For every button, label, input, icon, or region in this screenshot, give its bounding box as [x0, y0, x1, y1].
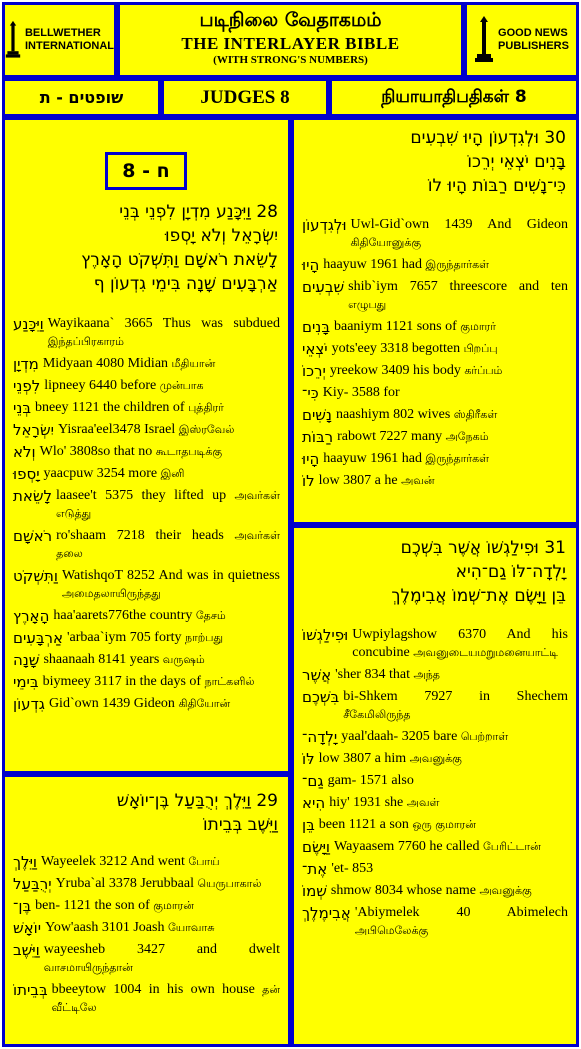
hebrew-word: לָשֵׂאת — [13, 487, 53, 505]
english-gloss: Uwl-Gid`own 1439 And Gideon — [350, 217, 568, 232]
hebrew-word: בֵּן — [302, 816, 315, 834]
hebrew-word: אֶת־ — [302, 860, 328, 878]
gloss — [331, 882, 568, 900]
hebrew-word: יִשְׂרָאֵל — [13, 421, 55, 439]
word-entry — [302, 256, 568, 274]
verse-29-word-list — [13, 853, 280, 1021]
word-entry — [13, 567, 280, 603]
tamil-gloss: அந்த — [413, 668, 440, 681]
english-gloss: Uwpiylagshow 6370 And his concubine — [352, 627, 568, 660]
word-entry — [302, 450, 568, 468]
hebrew-word: וּפִילַגְשׁוֹ — [302, 626, 349, 644]
tamil-gloss: பேரிட்டான் — [482, 840, 541, 853]
hebrew-word: יָלְדָה־ — [302, 728, 338, 746]
word-entry — [13, 377, 280, 395]
word-entry — [13, 853, 280, 871]
english-gloss: ben- 1121 the son of — [35, 898, 150, 913]
gloss — [351, 216, 568, 252]
word-entry — [302, 216, 568, 252]
word-entry — [13, 875, 280, 893]
verse-31-word-list — [302, 626, 568, 944]
word-entry — [302, 340, 568, 358]
title-box — [117, 2, 464, 78]
gloss — [337, 428, 568, 446]
hebrew-word: יוֹאָשׁ — [13, 919, 42, 937]
tamil-gloss: வருஷம் — [162, 653, 205, 666]
gloss — [334, 838, 568, 856]
gloss — [330, 362, 568, 380]
hebrew-word: בִּימֵי — [13, 673, 39, 691]
hebrew-word: בִּשְׁכֶם — [302, 688, 340, 706]
hebrew-word: הִיא — [302, 794, 326, 812]
english-gloss: 'Abiymelek 40 Abimelech — [354, 905, 568, 920]
hebrew-word: יָסְפוּ — [13, 465, 40, 483]
gloss — [48, 315, 280, 351]
gloss — [43, 651, 280, 669]
tamil-gloss: கூடாதபடிக்கு — [155, 445, 223, 458]
title-sub: (WITH STRONG'S NUMBERS) — [213, 54, 368, 66]
gloss — [348, 278, 568, 314]
gloss — [45, 919, 280, 937]
goodnews-logo-text: GOOD NEWS PUBLISHERS — [498, 27, 569, 52]
hebrew-word: יְרֻבַּעַל — [13, 875, 52, 893]
word-entry — [13, 651, 280, 669]
gloss — [49, 695, 280, 713]
english-gloss: Gid`own 1439 Gideon — [48, 696, 175, 711]
word-entry — [13, 607, 280, 625]
word-entry — [13, 629, 280, 647]
lamp-icon — [5, 16, 21, 64]
tamil-gloss: சீகேமிலிருந்த — [343, 708, 411, 721]
hebrew-word: שִׁבְעִים — [302, 278, 345, 296]
english-gloss: Wayaasem 7760 he called — [334, 839, 480, 854]
hebrew-word: בְּבֵיתוֹ — [13, 981, 48, 999]
tamil-gloss: இஸ்ரவேல் — [178, 423, 235, 436]
word-entry — [302, 838, 568, 856]
tamil-gloss: தேசம் — [195, 609, 226, 622]
tamil-gloss: இந்தப்பிரகாரம் — [47, 335, 124, 348]
hebrew-word: גִדְעוֹן — [13, 695, 45, 713]
gloss — [40, 443, 280, 461]
english-gloss: 'sher 834 that — [335, 667, 410, 682]
word-entry — [13, 487, 280, 523]
lamp-icon — [474, 16, 494, 64]
word-entry — [13, 941, 280, 977]
english-gloss: wayeesheb 3427 and dwelt — [43, 942, 280, 957]
tamil-gloss: கர்ப்பம் — [464, 364, 503, 377]
tamil-gloss: அமைதலாயிருந்தது — [61, 587, 161, 600]
english-gloss: yaal'daah- 3205 bare — [341, 729, 458, 744]
word-entry — [302, 318, 568, 336]
english-gloss: Wlo' 3808so that no — [39, 444, 153, 459]
hebrew-word: הָיוּ — [302, 256, 320, 274]
hebrew-word: וַיֵּשֶׁב — [13, 941, 40, 959]
word-entry — [13, 673, 280, 691]
hebrew-word: וַיֵּלֶךְ — [13, 853, 38, 871]
hebrew-word: וּלְגִדְעוֹן — [302, 216, 347, 234]
hebrew-word: נָשִׁים — [302, 406, 332, 424]
gloss — [44, 377, 280, 395]
english-gloss: low 3807 a he — [318, 473, 398, 488]
english-gloss: yaacpuw 3254 more — [43, 466, 158, 481]
english-gloss: Wayeelek 3212 And went — [41, 854, 185, 869]
tamil-gloss: பிறப்பு — [463, 342, 498, 355]
gloss — [44, 465, 280, 483]
tamil-gloss: தன் வீட்டிலே — [51, 983, 280, 1014]
verse-28-word-list — [13, 315, 280, 717]
verse-31-hebrew: 31 וּפִילַגְשׁוֹ אֲשֶׁר בִּשְׁכֶם יָלְדָה־לּוֹ גַם־הִיא בֵּן וַיָּשֶׂם אֶת־שְׁמוֹ אֲבִימֶלֶךְ — [391, 538, 566, 606]
word-entry — [302, 860, 568, 878]
bellwether-logo-text: BELLWETHER INTERNATIONAL — [24, 27, 114, 52]
word-entry — [13, 695, 280, 713]
word-entry — [302, 772, 568, 790]
gloss — [336, 406, 568, 424]
english-gloss: hiy' 1931 she — [329, 795, 404, 810]
tamil-gloss: குமாரன் — [153, 899, 194, 912]
title-tamil: படிநிலை வேதாகமம் — [199, 9, 382, 31]
english-gloss: Wayikaana` 3665 Thus was subdued — [47, 316, 280, 331]
verse-28-panel — [2, 117, 291, 774]
word-entry — [13, 897, 280, 915]
hebrew-word: מִדְיָן — [13, 355, 39, 373]
word-entry — [302, 666, 568, 684]
gloss — [323, 450, 568, 468]
gloss — [319, 472, 568, 490]
english-gloss: shaanaah 8141 years — [43, 652, 160, 667]
gloss — [355, 904, 568, 940]
english-gloss: bi-Shkem 7927 in Shechem — [343, 689, 568, 704]
tamil-gloss: பெற்றாள் — [460, 730, 509, 743]
tamil-gloss: கிதியோனுக்கு — [350, 236, 422, 249]
gloss — [56, 487, 280, 523]
gloss — [332, 340, 568, 358]
word-entry — [13, 443, 280, 461]
gloss — [67, 629, 280, 647]
gloss — [56, 527, 280, 563]
hebrew-word: לוֹ — [302, 472, 315, 490]
hebrew-word: יֹצְאֵי — [302, 340, 328, 358]
word-entry — [13, 981, 280, 1017]
tamil-gloss: வாசமாயிருந்தான் — [43, 961, 133, 974]
hebrew-word: לּוֹ — [302, 750, 315, 768]
tamil-gloss: அவனுக்கு — [409, 752, 462, 765]
english-gloss: haayuw 1961 had — [323, 451, 423, 466]
word-entry — [13, 315, 280, 351]
word-entry — [302, 728, 568, 746]
word-entry — [13, 527, 280, 563]
gloss — [56, 875, 280, 893]
word-entry — [13, 399, 280, 417]
english-gloss: laasee't 5375 they lifted up — [56, 488, 227, 503]
english-gloss: Yruba`al 3378 Jerubbaal — [55, 876, 194, 891]
tamil-gloss: ஸ்திரீகள் — [453, 408, 498, 421]
tamil-gloss: அவன் — [401, 474, 435, 487]
word-entry — [302, 688, 568, 724]
english-gloss: 'et- 853 — [331, 861, 374, 876]
gloss — [323, 384, 568, 402]
gloss — [352, 626, 568, 662]
gloss — [319, 750, 568, 768]
word-entry — [302, 626, 568, 662]
verse-31-panel — [291, 525, 579, 1047]
gloss — [43, 673, 280, 691]
tamil-gloss: அவர்கள் எடுத்து — [56, 489, 280, 520]
english-gloss: lipneey 6440 before — [44, 378, 157, 393]
english-gloss: 'arbaa`iym 705 forty — [67, 630, 182, 645]
book-hebrew: שופטים - ת — [2, 78, 161, 117]
word-entry — [13, 421, 280, 439]
word-entry — [302, 882, 568, 900]
book-english: JUDGES 8 — [161, 78, 329, 117]
word-entry — [302, 278, 568, 314]
hebrew-word: בָּנִים — [302, 318, 330, 336]
hebrew-word: אַרְבָּעִים — [13, 629, 64, 647]
gloss — [35, 399, 280, 417]
tamil-gloss: யோவாசு — [167, 921, 215, 934]
gloss — [58, 421, 280, 439]
gloss — [43, 355, 280, 373]
gloss — [323, 256, 568, 274]
hebrew-word: אֲשֶׁר — [302, 666, 332, 684]
hebrew-word: רַבּוֹת — [302, 428, 334, 446]
tamil-gloss: அவள் — [406, 796, 440, 809]
goodnews-logo-box — [464, 2, 579, 78]
tamil-gloss: போய் — [188, 855, 220, 868]
hebrew-word: לִפְנֵי — [13, 377, 41, 395]
hebrew-word: אֲבִימֶלֶךְ — [302, 904, 351, 922]
english-gloss: WatishqoT 8252 And was in quietness — [61, 568, 280, 583]
english-gloss: Kiy- 3588 for — [322, 385, 400, 400]
gloss — [328, 772, 568, 790]
gloss — [62, 567, 280, 603]
hebrew-word: יְרֵכוֹ — [302, 362, 326, 380]
word-entry — [302, 472, 568, 490]
gloss — [44, 941, 280, 977]
hebrew-word: שְׁמוֹ — [302, 882, 327, 900]
verse-29-panel — [2, 774, 291, 1047]
tamil-gloss: முன்பாக — [159, 379, 204, 392]
english-gloss: bneey 1121 the children of — [35, 400, 185, 415]
hebrew-word: כִּי־ — [302, 384, 319, 402]
tamil-gloss: யெருபாகால் — [197, 877, 262, 890]
word-entry — [302, 362, 568, 380]
word-entry — [302, 816, 568, 834]
chapter-badge: ח - 8 — [105, 152, 187, 190]
tamil-gloss: குமாரர் — [460, 320, 496, 333]
english-gloss: biymeey 3117 in the days of — [42, 674, 202, 689]
tamil-gloss: இருந்தார்கள் — [425, 258, 490, 271]
gloss — [334, 318, 568, 336]
gloss — [329, 794, 568, 812]
english-gloss: shmow 8034 whose name — [330, 883, 476, 898]
hebrew-word: הָיוּ — [302, 450, 320, 468]
tamil-gloss: அவனுடையமறுமனையாட்டி — [413, 646, 559, 659]
english-gloss: ro'shaam 7218 their heads — [56, 528, 224, 543]
hebrew-word: בֶּן־ — [13, 897, 32, 915]
gloss — [343, 688, 568, 724]
english-gloss: shib`iym 7657 threescore and ten — [348, 279, 568, 294]
english-gloss: bbeeytow 1004 in his own house — [51, 982, 255, 997]
english-gloss: yreekow 3409 his body — [329, 363, 461, 378]
hebrew-word: וַיִּכָּנַע — [13, 315, 44, 333]
word-entry — [302, 904, 568, 940]
tamil-gloss: இனி — [160, 467, 185, 480]
english-gloss: been 1121 a son — [318, 817, 409, 832]
hebrew-word: גַם־ — [302, 772, 324, 790]
verse-30-word-list — [302, 216, 568, 494]
gloss — [53, 607, 280, 625]
bellwether-logo-box — [2, 2, 117, 78]
gloss — [335, 666, 568, 684]
english-gloss: yots'eey 3318 begotten — [331, 341, 461, 356]
tamil-gloss: அவனுக்கு — [479, 884, 532, 897]
word-entry — [302, 406, 568, 424]
english-gloss: gam- 1571 also — [327, 773, 414, 788]
title-main: THE INTERLAYER BIBLE — [181, 34, 400, 53]
gloss — [331, 860, 568, 878]
word-entry — [302, 428, 568, 446]
word-entry — [13, 465, 280, 483]
tamil-gloss: எழுபது — [348, 298, 387, 311]
verse-30-hebrew: 30 וּלְגִדְעוֹן הָיוּ שִׁבְעִים בָּנִים יֹצְאֵי יְרֵכוֹ כִּי־נָשִׁים רַבּוֹת הָיוּ לוֹ — [410, 128, 566, 196]
tamil-gloss: கிதியோன் — [178, 697, 231, 710]
english-gloss: Yisraa'eel3478 Israel — [58, 422, 176, 437]
hebrew-word: הָאָרֶץ — [13, 607, 50, 625]
tamil-gloss: நாட்களில் — [204, 675, 255, 688]
word-entry — [302, 750, 568, 768]
gloss — [35, 897, 280, 915]
word-entry — [13, 355, 280, 373]
tamil-gloss: புத்திரர் — [188, 401, 224, 414]
english-gloss: haa'aarets776the country — [53, 608, 193, 623]
english-gloss: rabowt 7227 many — [337, 429, 443, 444]
tamil-gloss: ஒரு குமாரன் — [412, 818, 476, 831]
gloss — [41, 853, 280, 871]
verse-28-hebrew: 28 וַיִּכָּנַע מִדְיָן לִפְנֵי בְּנֵי יִשְׂרָאֵל וְלֹא יָסְפוּ לָשֵׂאת רֹאשָׁם וַתִּשְׁקֹט הָאָרֶץ אַרְבָּעִים שָׁנָה בִּימֵי גִדְעוֹן ף — [81, 202, 278, 294]
english-gloss: naashiym 802 wives — [335, 407, 451, 422]
english-gloss: Midyaan 4080 Midian — [42, 356, 169, 371]
book-tamil: நியாயாதிபதிகள் 8 — [329, 78, 579, 117]
word-entry — [302, 794, 568, 812]
word-entry — [302, 384, 568, 402]
english-gloss: baaniym 1121 sons of — [334, 319, 457, 334]
tamil-gloss: மீதியான் — [171, 357, 216, 370]
verse-29-hebrew: 29 וַיֵּלֶךְ יְרֻבַּעַל בֶּן־יוֹאָשׁ וַיֵּשֶׁב בְּבֵיתוֹ — [116, 791, 278, 835]
tamil-gloss: அபிமெலேக்கு — [354, 924, 429, 937]
hebrew-word: שָׁנָה — [13, 651, 40, 669]
tamil-gloss: இருந்தார்கள் — [425, 452, 490, 465]
hebrew-word: רֹאשָׁם — [13, 527, 53, 545]
gloss — [341, 728, 568, 746]
tamil-gloss: அவர்கள் தலை — [56, 529, 281, 560]
hebrew-word: בְּנֵי — [13, 399, 32, 417]
english-gloss: haayuw 1961 had — [323, 257, 423, 272]
word-entry — [13, 919, 280, 937]
tamil-gloss: அநேகம் — [445, 430, 489, 443]
gloss — [319, 816, 568, 834]
tamil-gloss: நாற்பது — [185, 631, 224, 644]
hebrew-word: וַיָּשֶׂם — [302, 838, 331, 856]
verse-30-panel — [291, 117, 579, 525]
hebrew-word: וַתִּשְׁקֹט — [13, 567, 58, 585]
english-gloss: low 3807 a him — [318, 751, 407, 766]
hebrew-word: וְלֹא — [13, 443, 36, 461]
gloss — [52, 981, 280, 1017]
english-gloss: Yow'aash 3101 Joash — [45, 920, 165, 935]
